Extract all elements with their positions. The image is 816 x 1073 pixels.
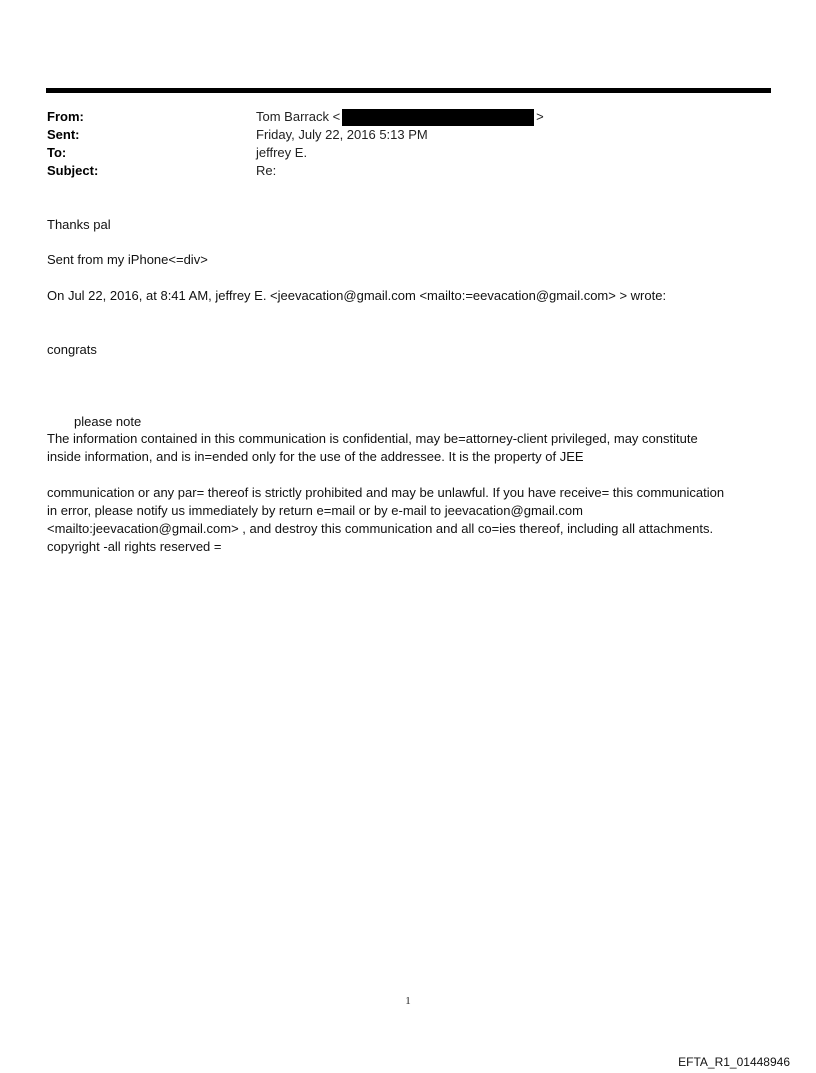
to-value: jeffrey E. — [256, 145, 308, 160]
note-heading: please note — [74, 414, 142, 429]
disclaimer-paragraph-2 — [47, 484, 772, 556]
sent-row — [47, 126, 767, 144]
message-line: Thanks pal — [47, 217, 111, 232]
disclaimer-line: communication or any par= thereof is strictly prohibited and may be unlawful. If you have receive= this communication — [47, 485, 725, 500]
page-number: 1 — [405, 995, 411, 1007]
disclaimer-line: The information contained in this communication is confidential, may be=attorney-client privileged, may constitute — [47, 431, 698, 446]
sent-value: Friday, July 22, 2016 5:13 PM — [256, 127, 428, 142]
sent-label: Sent: — [47, 127, 80, 142]
subject-value: Re: — [256, 163, 277, 178]
to-row — [47, 144, 767, 162]
disclaimer-line: in error, please notify us immediately by return e=mail or by e-mail to jeevacation@gmail.com — [47, 503, 583, 518]
header-rule — [46, 88, 771, 93]
disclaimer-line: inside information, and is in=ended only for the use of the addressee. It is the property of JEE — [47, 449, 584, 464]
email-header — [47, 108, 767, 180]
document-id: EFTA_R1_01448946 — [678, 1055, 790, 1069]
to-label: To: — [47, 145, 67, 160]
disclaimer-line: <mailto:jeevacation@gmail.com> , and destroy this communication and all co=ies thereof, including all attachments. — [47, 521, 714, 536]
subject-row — [47, 162, 767, 180]
quoted-message: congrats — [47, 342, 97, 357]
disclaimer-paragraph-1 — [47, 430, 772, 466]
from-name: Tom Barrack < — [256, 109, 341, 124]
redaction-box — [342, 109, 534, 126]
quote-header: On Jul 22, 2016, at 8:41 AM, jeffrey E. <jeevacation@gmail.com <mailto:=eevacation@gmail.com> > wrote: — [47, 288, 667, 303]
subject-label: Subject: — [47, 163, 99, 178]
from-close: > — [536, 109, 544, 124]
from-row — [47, 108, 767, 126]
from-value — [256, 108, 544, 126]
signature-line: Sent from my iPhone<=div> — [47, 252, 208, 267]
from-label: From: — [47, 109, 84, 124]
disclaimer-line: copyright -all rights reserved = — [47, 539, 222, 554]
